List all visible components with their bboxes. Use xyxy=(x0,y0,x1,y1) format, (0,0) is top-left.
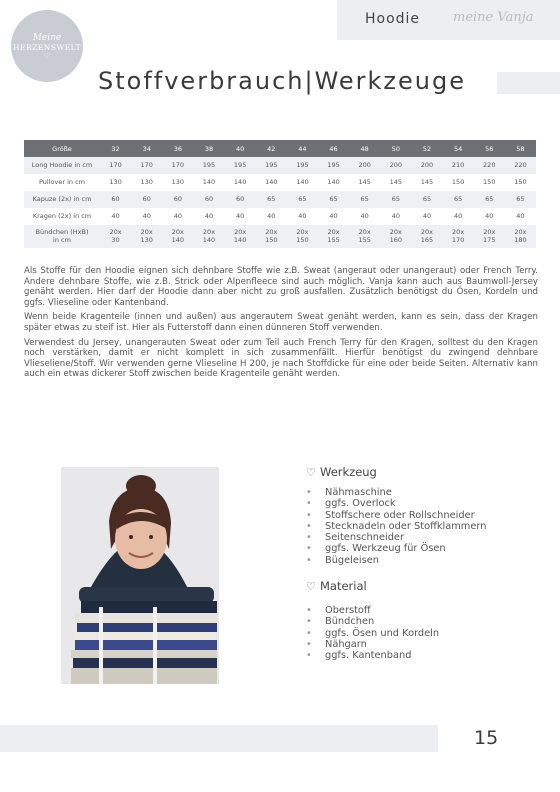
cell-line: 20x xyxy=(452,228,465,236)
size-header: 52 xyxy=(411,140,442,157)
werkzeug-section xyxy=(306,464,486,566)
table-cell xyxy=(380,225,411,248)
cell-line: 140 xyxy=(233,235,247,244)
list-item: • Nähmaschine xyxy=(306,487,392,498)
table-cell: 40 xyxy=(318,208,349,225)
table-cell: 60 xyxy=(162,191,193,208)
cell-line: 20x xyxy=(140,228,153,236)
row-label: Long Hoodie in cm xyxy=(24,157,100,174)
size-header: 58 xyxy=(505,140,536,157)
werkzeug-list xyxy=(306,487,486,566)
table-cell xyxy=(287,225,318,248)
table-cell: 195 xyxy=(318,157,349,174)
cell-line: 20x xyxy=(420,228,434,236)
list-item: • ggfs. Overlock xyxy=(306,498,396,510)
table-cell xyxy=(100,225,131,248)
title-accent-bar xyxy=(497,72,560,94)
table-cell: 130 xyxy=(100,174,131,191)
table-cell: 40 xyxy=(474,208,505,225)
list-item: • ggfs. Kantenband xyxy=(306,650,412,662)
cell-line: 20x xyxy=(202,228,216,236)
table-cell: 145 xyxy=(380,174,411,191)
header-section: Hoodie xyxy=(365,11,421,27)
table-cell: 195 xyxy=(225,157,256,174)
table-cell: 170 xyxy=(100,157,131,174)
size-header: 50 xyxy=(380,140,411,157)
table-cell: 130 xyxy=(162,174,193,191)
table-header-row xyxy=(24,140,536,157)
table-cell: 40 xyxy=(100,208,131,225)
table-row xyxy=(24,225,536,248)
table-cell: 40 xyxy=(256,208,287,225)
table-cell: 195 xyxy=(193,157,224,174)
row-label xyxy=(24,225,100,248)
table-row xyxy=(24,157,536,174)
table-cell xyxy=(256,225,287,248)
table-cell xyxy=(225,225,256,248)
material-title: Material xyxy=(320,579,367,593)
list-item: • Seitenschneider xyxy=(306,532,404,544)
table-cell: 140 xyxy=(256,174,287,191)
heart-icon: ♡ xyxy=(306,465,316,479)
paragraph: Wenn beide Kragenteile (innen und außen) aus angerautem Sweat genäht werden, kann es sein, dass der Kragen später etwas zu steif ist. Hier als Futterstoff dann einen dünneren Stoff verwenden. xyxy=(24,312,538,333)
table-cell: 65 xyxy=(256,191,287,208)
cell-line: 165 xyxy=(420,235,434,244)
table-cell xyxy=(411,225,442,248)
table-row xyxy=(24,208,536,225)
table-row xyxy=(24,191,536,208)
heart-icon: ♡ xyxy=(43,51,51,60)
header-bar xyxy=(337,0,560,40)
table-cell: 140 xyxy=(287,174,318,191)
table-cell: 200 xyxy=(380,157,411,174)
list-item: • Oberstoff xyxy=(306,605,371,616)
header-signature: meine Vanja xyxy=(453,10,534,25)
fabric-table xyxy=(24,140,536,248)
brand-logo xyxy=(11,10,83,82)
table-cell xyxy=(162,225,193,248)
paragraph: Als Stoffe für den Hoodie eignen sich dehnbare Stoffe wie z.B. Sweat (angeraut oder unangeraut) oder French Terry. Andere dehnbare Stoffe, wie z.B. Strick oder Alpenfleece sind auch möglich. Vanja kann auch aus Baumwoll-Jersey genäht werden. Hier darf der Hoodie dann aber nicht zu groß ausfallen. Zusätzlich benötigst du Ösen, Kordeln und ggfs. Vlieseline oder Kantenband. xyxy=(24,266,538,308)
row-label-line: in cm xyxy=(53,235,71,244)
table-cell: 65 xyxy=(411,191,442,208)
size-header: 48 xyxy=(349,140,380,157)
size-header: 32 xyxy=(100,140,131,157)
table-cell: 40 xyxy=(287,208,318,225)
table-cell: 145 xyxy=(411,174,442,191)
table-cell xyxy=(318,225,349,248)
row-label: Kragen (2x) in cm xyxy=(24,208,100,225)
werkzeug-title: Werkzeug xyxy=(320,465,377,479)
paragraph: Verwendest du Jersey, unangerauten Sweat oder zum Teil auch French Terry für den Kragen, solltest du den Kragen noch verstärken, damit er nicht komplett in sich zusammenfällt. Hierfür benötigst du zwingend dehnbare Vlieseliene/Stoff. Wir verwenden gerne Vlieseline H 200, je nach Stoffdicke für eine oder beide Seiten. Alternativ kann auch ein etwas dickerer Stoff zwischen beide Kragenteile genäht werden. xyxy=(24,337,538,380)
heart-icon: ♡ xyxy=(306,579,316,593)
table-cell xyxy=(505,225,536,248)
table-cell: 40 xyxy=(443,208,474,225)
table-header-label: Größe xyxy=(24,140,100,157)
size-header: 56 xyxy=(474,140,505,157)
size-header: 42 xyxy=(256,140,287,157)
table-cell xyxy=(131,225,162,248)
cell-line: 170 xyxy=(451,235,465,244)
table-cell: 195 xyxy=(256,157,287,174)
table-row xyxy=(24,174,536,191)
size-header: 54 xyxy=(443,140,474,157)
table-cell: 220 xyxy=(505,157,536,174)
cell-line: 155 xyxy=(327,235,340,244)
cell-line: 150 xyxy=(296,235,309,244)
table-cell: 60 xyxy=(100,191,131,208)
cell-line: 20x xyxy=(265,228,278,236)
size-header: 38 xyxy=(193,140,224,157)
table-cell: 40 xyxy=(349,208,380,225)
table-cell: 40 xyxy=(380,208,411,225)
cell-line: 20x xyxy=(483,228,496,236)
material-list xyxy=(306,605,439,661)
size-header: 34 xyxy=(131,140,162,157)
cell-line: 20x xyxy=(358,228,371,236)
table-cell: 130 xyxy=(131,174,162,191)
table-cell xyxy=(443,225,474,248)
row-label: Kapuze (2x) in cm xyxy=(24,191,100,208)
page-title: Stoffverbrauch|Werkzeuge xyxy=(98,67,467,95)
table-cell: 65 xyxy=(474,191,505,208)
table-cell: 40 xyxy=(411,208,442,225)
cell-line: 20x xyxy=(109,228,122,236)
logo-brand: HERZENSWELT xyxy=(12,42,82,52)
cell-line: 130 xyxy=(140,235,153,244)
cell-line: 175 xyxy=(483,235,496,244)
cell-line: 150 xyxy=(265,235,278,244)
table-cell: 150 xyxy=(505,174,536,191)
table-cell xyxy=(349,225,380,248)
table-cell: 200 xyxy=(411,157,442,174)
size-header: 44 xyxy=(287,140,318,157)
table-cell: 40 xyxy=(225,208,256,225)
table-cell: 65 xyxy=(349,191,380,208)
size-header: 36 xyxy=(162,140,193,157)
table-cell: 40 xyxy=(193,208,224,225)
table-cell: 195 xyxy=(287,157,318,174)
table-cell: 150 xyxy=(474,174,505,191)
cell-line: 140 xyxy=(171,235,185,244)
werkzeug-heading xyxy=(306,464,486,480)
cell-line: 140 xyxy=(202,235,216,244)
table-cell: 140 xyxy=(225,174,256,191)
table-cell: 65 xyxy=(287,191,318,208)
table-cell: 210 xyxy=(443,157,474,174)
table-cell: 65 xyxy=(443,191,474,208)
cell-line: 20x xyxy=(389,228,402,236)
size-header: 40 xyxy=(225,140,256,157)
photo-woman-with-fabrics xyxy=(61,467,219,684)
table-cell: 40 xyxy=(162,208,193,225)
list-item: • Bügeleisen xyxy=(306,554,379,566)
cell-line: 20x xyxy=(514,228,527,236)
table-cell: 140 xyxy=(193,174,224,191)
table-cell xyxy=(474,225,505,248)
logo-script: Meine xyxy=(32,32,62,43)
material-heading xyxy=(306,578,439,594)
list-item: • ggfs. Werkzeug für Ösen xyxy=(306,543,446,555)
table-cell: 60 xyxy=(225,191,256,208)
footer-bar xyxy=(0,725,438,752)
material-section xyxy=(306,578,439,661)
table-cell: 145 xyxy=(349,174,380,191)
cell-line: 20x xyxy=(171,228,184,236)
cell-line: 20x xyxy=(296,228,309,236)
table-cell: 200 xyxy=(349,157,380,174)
list-item: • Bündchen xyxy=(306,616,375,628)
cell-line: 20x xyxy=(327,228,340,236)
list-item: • Stoffschere oder Rollschneider xyxy=(306,509,475,521)
table-cell: 170 xyxy=(162,157,193,174)
table-cell: 150 xyxy=(443,174,474,191)
table-cell: 140 xyxy=(318,174,349,191)
table-cell: 60 xyxy=(193,191,224,208)
table-cell xyxy=(193,225,224,248)
table-cell: 65 xyxy=(505,191,536,208)
cell-line: 155 xyxy=(358,235,371,244)
size-header: 46 xyxy=(318,140,349,157)
cell-line: 180 xyxy=(514,235,527,244)
table-cell: 65 xyxy=(318,191,349,208)
cell-line: 20x xyxy=(234,228,247,236)
row-label: Pullover in cm xyxy=(24,174,100,191)
row-label-line: Bündchen (HxB) xyxy=(35,228,89,236)
table-cell: 40 xyxy=(505,208,536,225)
table-cell: 65 xyxy=(380,191,411,208)
table-cell: 40 xyxy=(131,208,162,225)
table-cell: 220 xyxy=(474,157,505,174)
list-item: • Nähgarn xyxy=(306,638,367,650)
description-text xyxy=(24,266,538,384)
list-item: • Stecknadeln oder Stoffklammern xyxy=(306,520,487,532)
table-cell: 170 xyxy=(131,157,162,174)
table-cell: 60 xyxy=(131,191,162,208)
page-number: 15 xyxy=(474,727,499,749)
list-item: • ggfs. Ösen und Kordeln xyxy=(306,627,440,639)
cell-line: 30 xyxy=(111,235,120,244)
cell-line: 160 xyxy=(389,235,403,244)
